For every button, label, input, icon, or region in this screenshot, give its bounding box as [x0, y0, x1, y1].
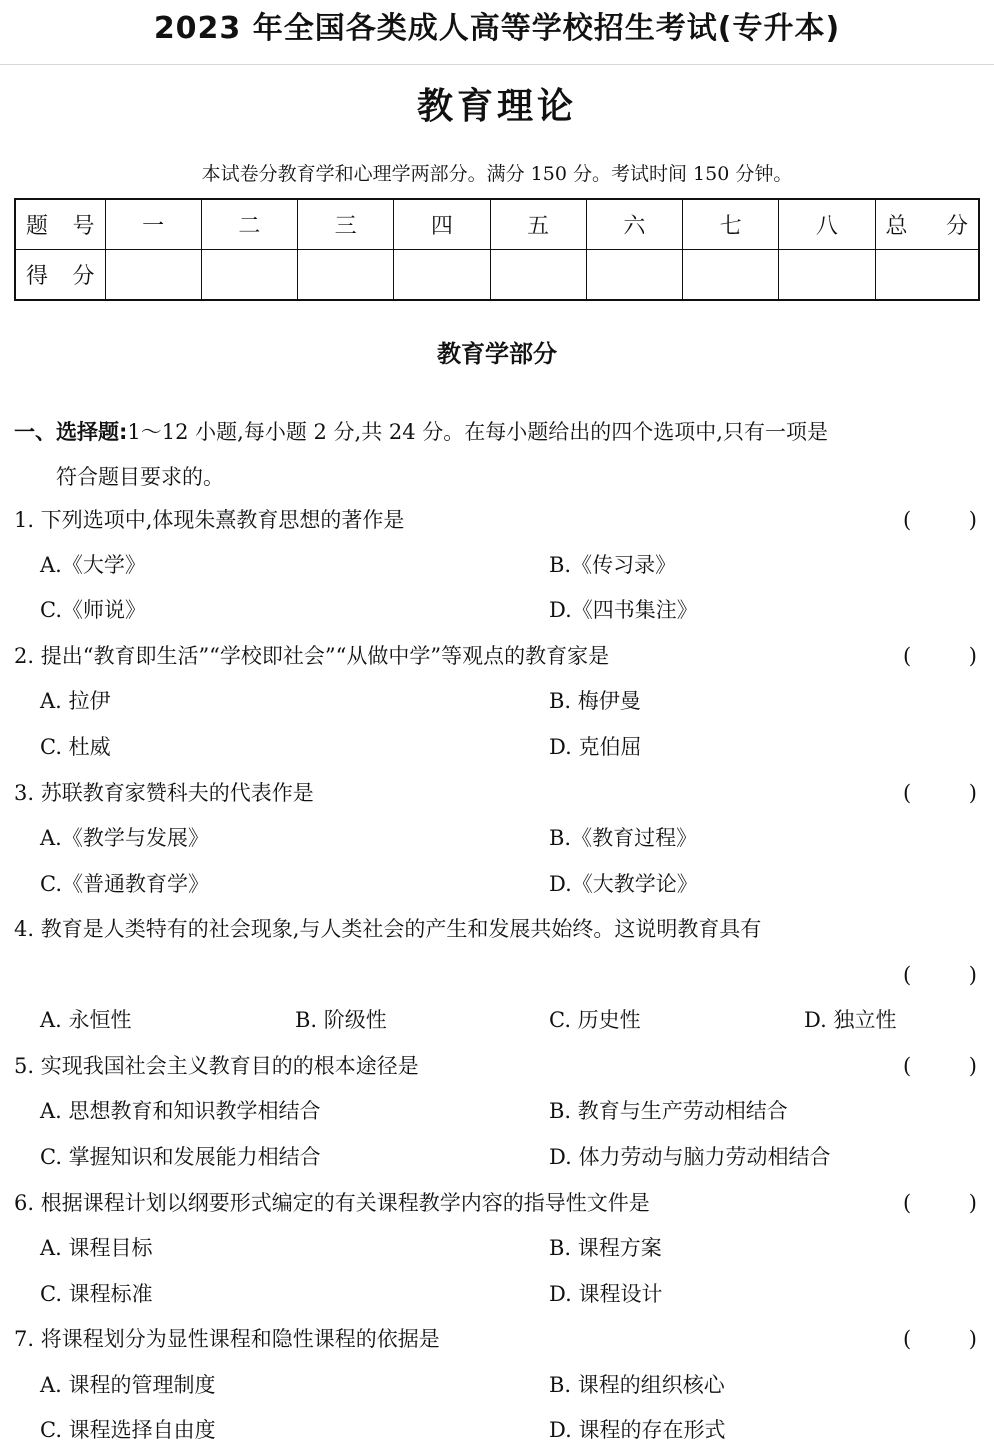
option-b: B.《传习录》	[549, 553, 677, 577]
score-table	[14, 198, 980, 301]
option-a: A.《教学与发展》	[40, 826, 209, 850]
subject-title: 教育理论	[416, 86, 577, 127]
section-title: 教育学部分	[437, 339, 557, 368]
option-b: B.《教育过程》	[549, 826, 698, 850]
option-d: D.《四书集注》	[549, 598, 698, 622]
option-c: C. 课程标准	[40, 1282, 153, 1306]
option-c: C. 掌握知识和发展能力相结合	[40, 1145, 321, 1169]
score-cell-total[interactable]	[875, 250, 979, 301]
column-header: 一	[105, 199, 201, 250]
score-cell[interactable]	[298, 250, 394, 301]
row-label-score: 得 分	[15, 250, 105, 301]
option-c: C. 课程选择自由度	[40, 1418, 216, 1442]
part-label: 一、选择题:	[14, 420, 128, 444]
option-a: A.《大学》	[40, 553, 146, 577]
option-d: D. 克伯屈	[549, 735, 642, 759]
question-stem: 6. 根据课程计划以纲要形式编定的有关课程教学内容的指导性文件是	[14, 1191, 650, 1215]
column-header: 五	[490, 199, 586, 250]
row-label-question-number: 题 号	[15, 199, 105, 250]
column-header: 四	[394, 199, 490, 250]
score-cell[interactable]	[394, 250, 490, 301]
option-c: C.《普通教育学》	[40, 872, 209, 896]
option-a: A. 拉伊	[40, 689, 111, 713]
option-a: A. 课程的管理制度	[40, 1373, 216, 1397]
question-stem: 4. 教育是人类特有的社会现象,与人类社会的产生和发展共始终。这说明教育具有	[14, 917, 762, 941]
option-d: D.《大教学论》	[549, 872, 698, 896]
score-cell[interactable]	[683, 250, 779, 301]
option-c: C. 历史性	[549, 1008, 641, 1032]
option-a: A. 永恒性	[40, 1008, 132, 1032]
part-text-continued: 符合题目要求的。	[56, 465, 224, 489]
question-stem: 1. 下列选项中,体现朱熹教育思想的著作是	[14, 508, 405, 532]
question-stem: 7. 将课程划分为显性课程和隐性课程的依据是	[14, 1327, 440, 1351]
option-c: C. 杜威	[40, 735, 111, 759]
exam-instructions: 本试卷分教育学和心理学两部分。满分 150 分。考试时间 150 分钟。	[201, 163, 793, 185]
answer-bracket[interactable]: ( )	[903, 1054, 977, 1078]
option-a: A. 思想教育和知识教学相结合	[40, 1099, 321, 1123]
answer-bracket[interactable]: ( )	[903, 508, 977, 532]
option-b: B. 阶级性	[295, 1008, 387, 1032]
option-b: B. 教育与生产劳动相结合	[549, 1099, 788, 1123]
score-table-header-row	[15, 199, 979, 250]
option-d: D. 独立性	[804, 1008, 897, 1032]
option-b: B. 课程方案	[549, 1236, 662, 1260]
header-divider	[0, 64, 994, 65]
answer-bracket[interactable]: ( )	[903, 1327, 977, 1351]
option-a: A. 课程目标	[40, 1236, 153, 1260]
question-stem: 2. 提出“教育即生活”“学校即社会”“从做中学”等观点的教育家是	[14, 644, 610, 668]
column-header: 二	[201, 199, 297, 250]
answer-bracket[interactable]: ( )	[903, 963, 977, 987]
column-header: 三	[298, 199, 394, 250]
option-d: D. 体力劳动与脑力劳动相结合	[549, 1145, 831, 1169]
score-cell[interactable]	[490, 250, 586, 301]
exam-title: 2023 年全国各类成人高等学校招生考试(专升本)	[153, 11, 841, 46]
question-stem: 3. 苏联教育家赞科夫的代表作是	[14, 781, 314, 805]
column-header: 八	[779, 199, 875, 250]
column-header-total: 总 分	[875, 199, 979, 250]
option-d: D. 课程的存在形式	[549, 1418, 726, 1442]
option-b: B. 梅伊曼	[549, 689, 641, 713]
score-cell[interactable]	[105, 250, 201, 301]
score-cell[interactable]	[586, 250, 682, 301]
part-text: 1～12 小题,每小题 2 分,共 24 分。在每小题给出的四个选项中,只有一项是	[127, 420, 828, 444]
score-cell[interactable]	[779, 250, 875, 301]
answer-bracket[interactable]: ( )	[903, 781, 977, 805]
answer-bracket[interactable]: ( )	[903, 644, 977, 668]
score-cell[interactable]	[201, 250, 297, 301]
option-d: D. 课程设计	[549, 1282, 663, 1306]
part-instructions	[14, 410, 980, 500]
column-header: 七	[683, 199, 779, 250]
column-header: 六	[586, 199, 682, 250]
option-c: C.《师说》	[40, 598, 146, 622]
question-stem: 5. 实现我国社会主义教育目的的根本途径是	[14, 1054, 419, 1078]
score-table-score-row	[15, 250, 979, 301]
answer-bracket[interactable]: ( )	[903, 1191, 977, 1215]
option-b: B. 课程的组织核心	[549, 1373, 725, 1397]
